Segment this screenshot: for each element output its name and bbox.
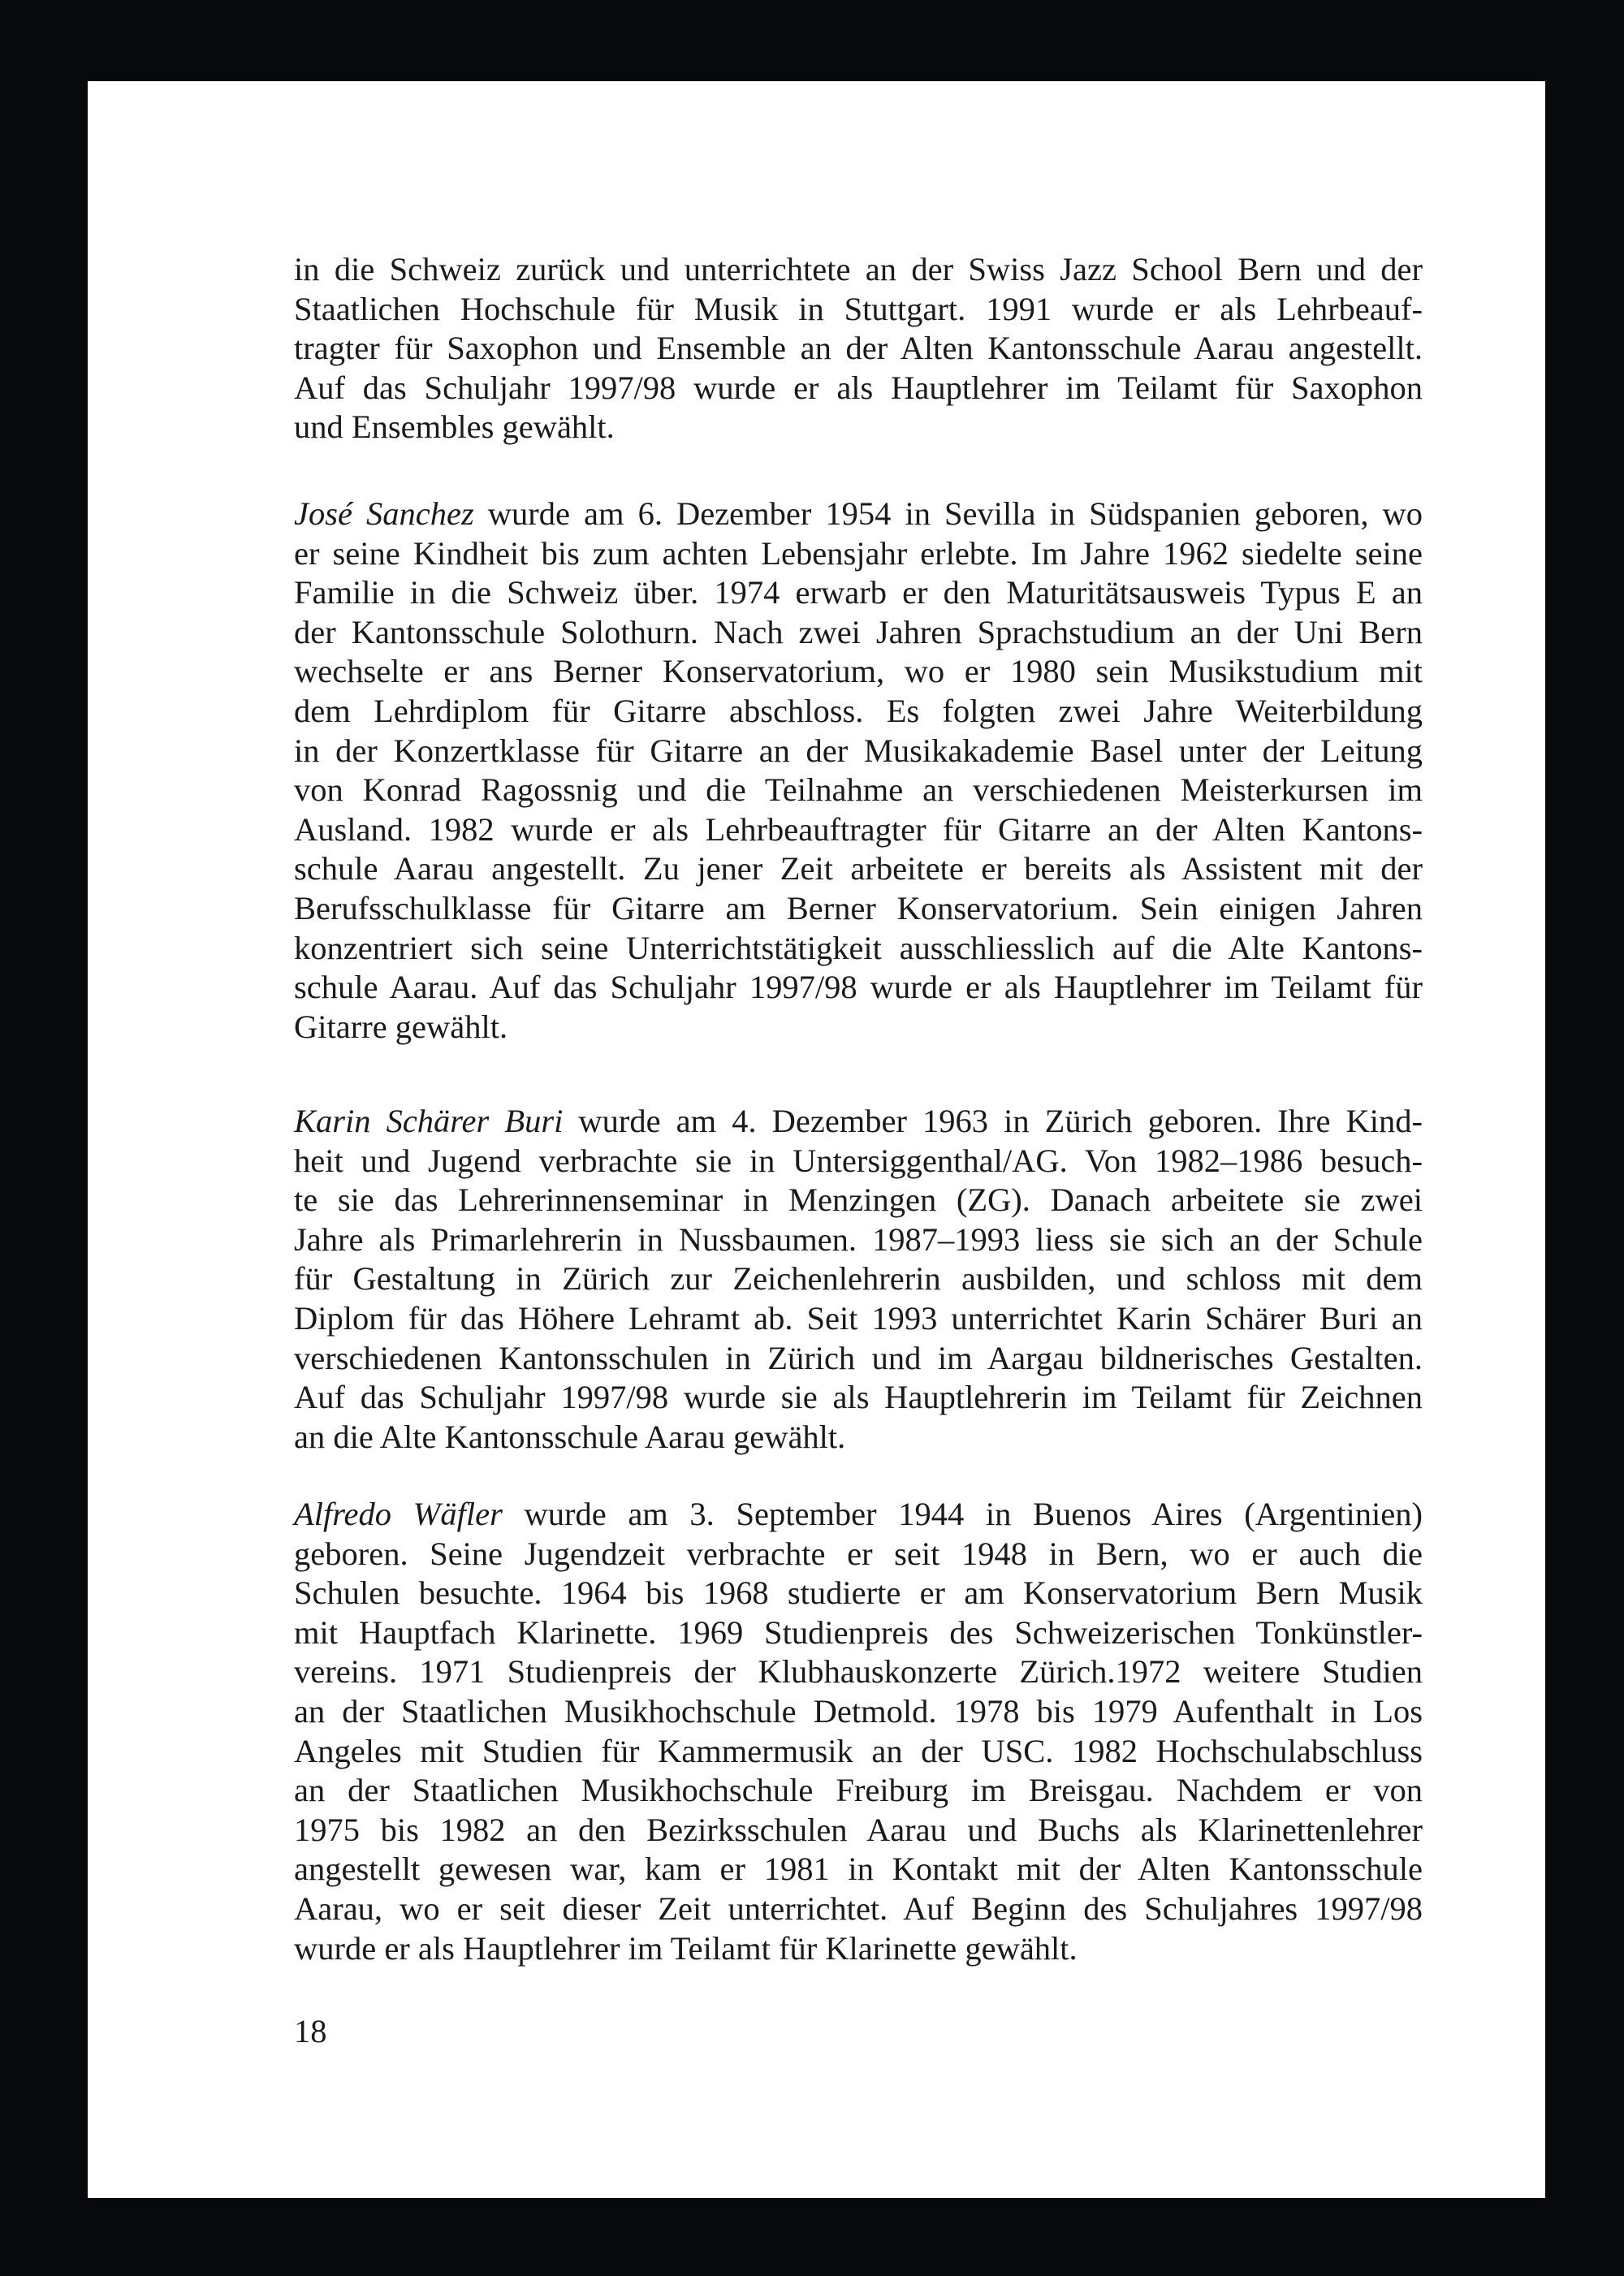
person-name: José Sanchez: [294, 495, 474, 532]
text-line: der Kantonsschule Solothurn. Nach zwei Jahren Sprachstudium an der Uni Bern: [294, 613, 1423, 650]
text-line: Ausland. 1982 wurde er als Lehrbeauftragter für Gitarre an der Alten Kantons-: [294, 810, 1423, 848]
text-line: in die Schweiz zurück und unterrichtete an der Swiss Jazz School Bern und der: [294, 251, 1423, 287]
text-line-first: [294, 1495, 1423, 1535]
paragraph-alfredo-waefler: [294, 1495, 1423, 1968]
text-line: mit Hauptfach Klarinette. 1969 Studienpreis des Schweizerischen Tonkünstler-: [294, 1613, 1423, 1651]
text-line: te sie das Lehrerinnenseminar in Menzingen (ZG). Danach arbeitete sie zwei: [294, 1181, 1423, 1219]
text-line: 1975 bis 1982 an den Bezirksschulen Aarau und Buchs als Klarinettenlehrer: [294, 1811, 1423, 1848]
text-line: an die Alte Kantonsschule Aarau gewählt.: [294, 1418, 846, 1455]
text-fragment: wurde am 6. Dezember 1954 in Sevilla in Südspanien geboren, wo: [473, 495, 1423, 532]
text-line: für Gestaltung in Zürich zur Zeichenlehrerin ausbilden, und schloss mit dem: [294, 1260, 1423, 1298]
paragraph-jose-sanchez: [294, 495, 1423, 1047]
text-line: Schulen besuchte. 1964 bis 1968 studierte er am Konservatorium Bern Musik: [294, 1574, 1423, 1612]
text-fragment: wurde am 3. September 1944 in Buenos Aires (Argentinien): [502, 1496, 1423, 1532]
document-page: [88, 81, 1545, 2198]
text-line: er seine Kindheit bis zum achten Lebensjahr erlebte. Im Jahre 1962 siedelte seine: [294, 534, 1423, 572]
text-line: Aarau, wo er seit dieser Zeit unterrichtet. Auf Beginn des Schuljahres 1997/98: [294, 1889, 1423, 1927]
person-name: Karin Schärer Buri: [294, 1103, 564, 1139]
paragraph-karin-schaerer-buri: [294, 1102, 1423, 1457]
text-line-first: [294, 495, 1423, 534]
text-line: schule Aarau. Auf das Schuljahr 1997/98 wurde er als Hauptlehrer im Teilamt für: [294, 969, 1423, 1006]
text-line: angestellt gewesen war, kam er 1981 in Kontakt mit der Alten Kantonsschule: [294, 1851, 1423, 1888]
text-line: und Ensembles gewählt.: [294, 408, 615, 446]
paragraph-saxophon-continuation: [294, 250, 1423, 447]
text-line: vereins. 1971 Studienpreis der Klubhauskonzerte Zürich.1972 weitere Studien: [294, 1653, 1423, 1691]
text-line: dem Lehrdiplom für Gitarre abschloss. Es folgten zwei Jahre Weiterbildung: [294, 692, 1423, 729]
text-line: heit und Jugend verbrachte sie in Untersiggenthal/AG. Von 1982–1986 besuch-: [294, 1142, 1423, 1179]
text-line: Familie in die Schweiz über. 1974 erwarb er den Maturitätsausweis Typus E an: [294, 574, 1423, 611]
text-line: von Konrad Ragossnig und die Teilnahme an verschiedenen Meisterkursen im: [294, 771, 1423, 809]
text-line-first: [294, 1102, 1423, 1142]
text-line: Gitarre gewählt.: [294, 1008, 508, 1045]
person-name: Alfredo Wäfler: [294, 1496, 503, 1532]
text-line: wechselte er ans Berner Konservatorium, wo er 1980 sein Musikstudium mit: [294, 653, 1423, 690]
page-number: 18: [294, 2013, 327, 2049]
text-line: konzentriert sich seine Unterrichtstätigkeit ausschliesslich auf die Alte Kantons-: [294, 929, 1423, 966]
text-line: Auf das Schuljahr 1997/98 wurde er als Hauptlehrer im Teilamt für Saxophon: [294, 369, 1423, 406]
text-line: Staatlichen Hochschule für Musik in Stuttgart. 1991 wurde er als Lehrbeauf-: [294, 290, 1423, 327]
text-line: an der Staatlichen Musikhochschule Detmold. 1978 bis 1979 Aufenthalt in Los: [294, 1692, 1423, 1730]
text-line: Angeles mit Studien für Kammermusik an der USC. 1982 Hochschulabschluss: [294, 1732, 1423, 1769]
text-line: Auf das Schuljahr 1997/98 wurde sie als Hauptlehrerin im Teilamt für Zeichnen: [294, 1379, 1423, 1416]
text-line: schule Aarau angestellt. Zu jener Zeit arbeitete er bereits als Assistent mit der: [294, 850, 1423, 888]
text-line: wurde er als Hauptlehrer im Teilamt für Klarinette gewählt.: [294, 1929, 1078, 1967]
text-line: verschiedenen Kantonsschulen in Zürich und im Aargau bildnerisches Gestalten.: [294, 1339, 1423, 1376]
text-line: tragter für Saxophon und Ensemble an der Alten Kantonsschule Aarau angestellt.: [294, 330, 1423, 367]
text-line: an der Staatlichen Musikhochschule Freiburg im Breisgau. Nachdem er von: [294, 1772, 1423, 1809]
text-line: Berufsschulklasse für Gitarre am Berner Konservatorium. Sein einigen Jahren: [294, 889, 1423, 926]
text-line: geboren. Seine Jugendzeit verbrachte er seit 1948 in Bern, wo er auch die: [294, 1535, 1423, 1572]
text-line: Diplom für das Höhere Lehramt ab. Seit 1993 unterrichtet Karin Schärer Buri an: [294, 1299, 1423, 1337]
text-line: in der Konzertklasse für Gitarre an der Musikakademie Basel unter der Leitung: [294, 732, 1423, 769]
text-line: Jahre als Primarlehrerin in Nussbaumen. 1987–1993 liess sie sich an der Schule: [294, 1220, 1423, 1258]
text-fragment: wurde am 4. Dezember 1963 in Zürich geboren. Ihre Kind-: [563, 1103, 1423, 1139]
